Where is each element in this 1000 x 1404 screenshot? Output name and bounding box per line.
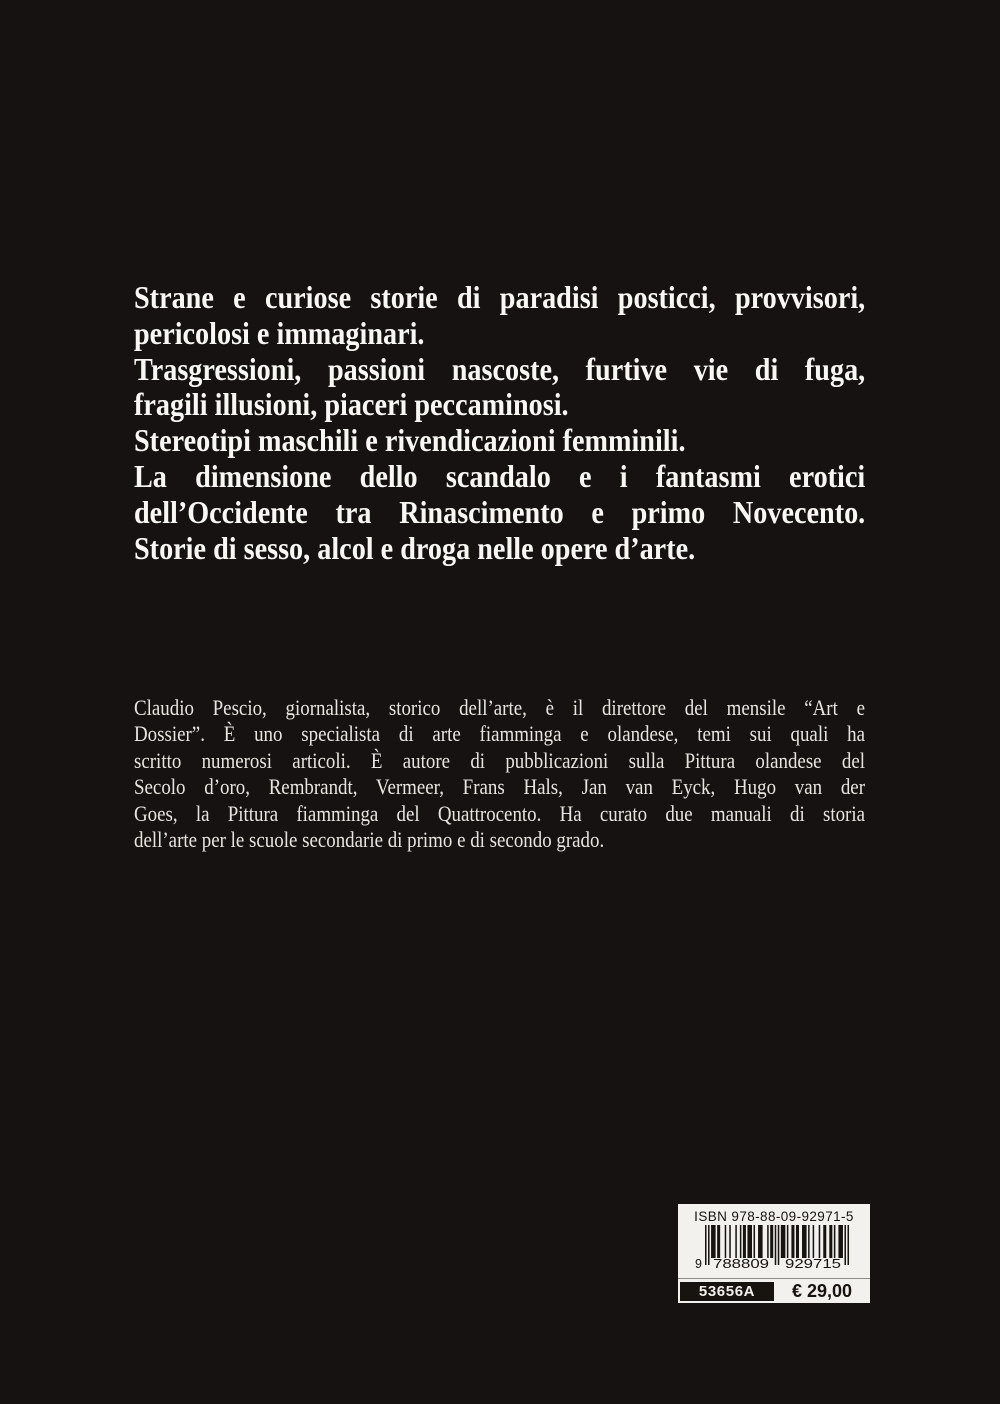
author-bio-block bbox=[134, 695, 865, 853]
blurb-line: dell’Occidente tra Rinascimento e primo Novecento. bbox=[134, 493, 866, 530]
blurb-line: Stereotipi maschili e rivendicazioni femminili. bbox=[134, 422, 686, 459]
blurb-line: fragili illusioni, piaceri peccaminosi. bbox=[134, 386, 569, 423]
bio-line: Dossier”. È uno specialista di arte fiamminga e olandese, temi sui quali ha bbox=[134, 721, 865, 747]
bio-line: Claudio Pescio, giornalista, storico dell’arte, è il direttore del mensile “Art e bbox=[134, 695, 865, 720]
bio-line: dell’arte per le scuole secondarie di primo e di secondo grado. bbox=[134, 827, 605, 853]
blurb-line: pericolosi e immaginari. bbox=[134, 314, 425, 351]
isbn-price-label bbox=[678, 1204, 870, 1303]
product-code-badge: 53656A bbox=[680, 1282, 774, 1301]
barcode-digit-right-group: 929715 bbox=[785, 1257, 842, 1271]
label-bottom-row bbox=[678, 1278, 870, 1303]
bio-line: Goes, la Pittura fiamminga del Quattrocento. Ha curato due manuali di storia bbox=[134, 800, 865, 826]
blurb-text-block bbox=[134, 280, 865, 566]
barcode-digit-left-group: 788809 bbox=[713, 1257, 770, 1271]
price-text: € 29,00 bbox=[791, 1281, 853, 1301]
ean13-barcode-icon bbox=[686, 1225, 862, 1277]
isbn-text: ISBN 978-88-09-92971-5 bbox=[694, 1209, 854, 1224]
blurb-line: La dimensione dello scandalo e i fantasmi erotici bbox=[134, 457, 866, 494]
blurb-line: Trasgressioni, passioni nascoste, furtive vie di fuga, bbox=[134, 350, 866, 387]
barcode-digit-first: 9 bbox=[695, 1257, 702, 1271]
bio-line: scritto numerosi articoli. È autore di pubblicazioni sulla Pittura olandese del bbox=[134, 747, 865, 773]
blurb-line: Storie di sesso, alcol e droga nelle opere d’arte. bbox=[134, 529, 696, 566]
blurb-line: Strane e curiose storie di paradisi posticci, provvisori, bbox=[134, 279, 866, 315]
bio-line: Secolo d’oro, Rembrandt, Vermeer, Frans Hals, Jan van Eyck, Hugo van der bbox=[134, 774, 865, 800]
